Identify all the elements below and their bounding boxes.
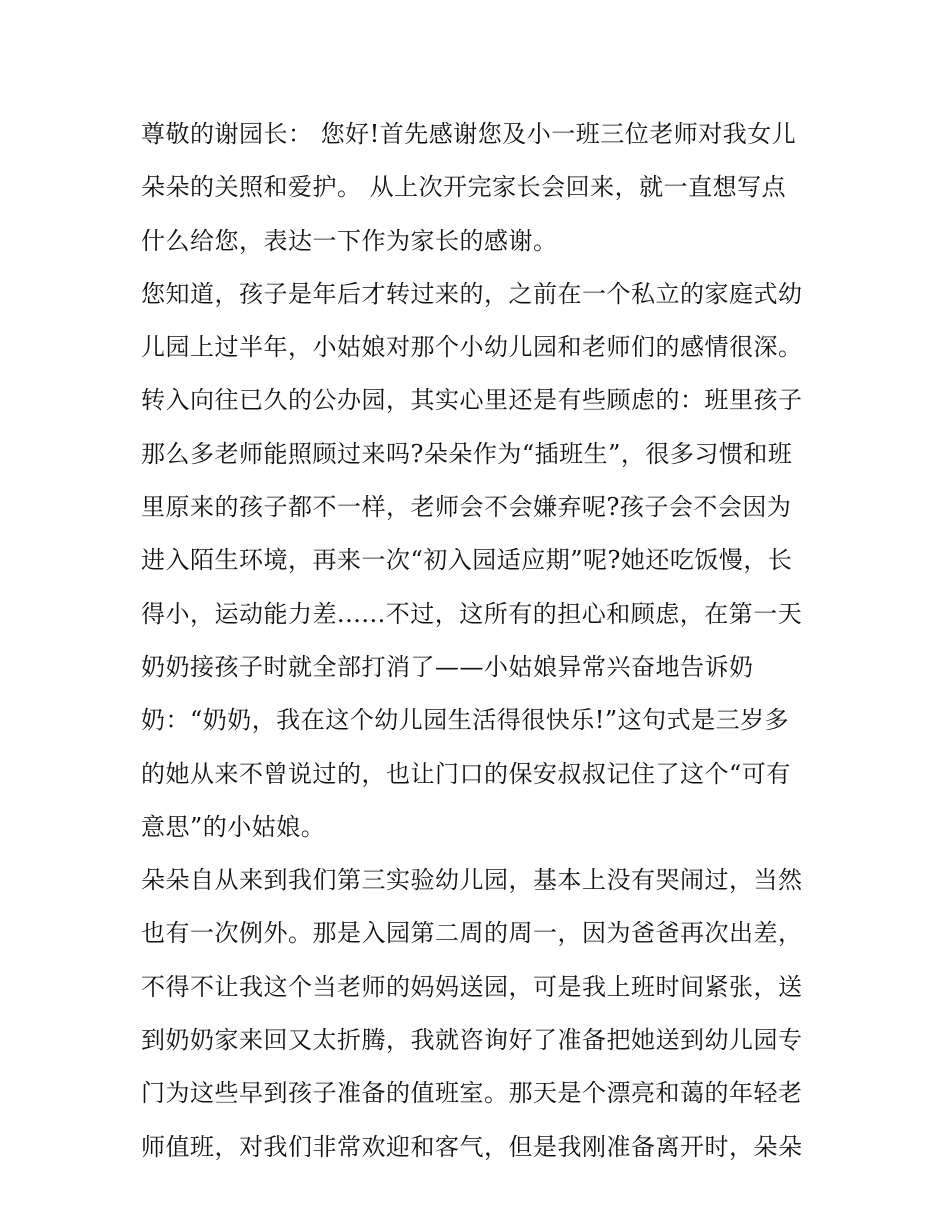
text-line: 到奶奶家来回又太折腾，我就咨询好了准备把她送到幼儿园专 xyxy=(141,1026,803,1055)
text-line: 进入陌生环境，再来一次“初入园适应期”呢?她还吃饭慢，长 xyxy=(141,546,793,575)
text-line: 奶奶接孩子时就全部打消了——小姑娘异常兴奋地告诉奶 xyxy=(141,652,754,681)
text-line: 朵朵自从来到我们第三实验幼儿园，基本上没有哭闹过，当然 xyxy=(141,866,803,895)
text-line: 里原来的孩子都不一样，老师会不会嫌弃呢?孩子会不会因为 xyxy=(141,493,792,522)
text-line: 也有一次例外。那是入园第二周的周一，因为爸爸再次出差， xyxy=(141,919,803,948)
text-line: 什么给您，表达一下作为家长的感谢。 xyxy=(141,226,558,255)
text-line: 朵朵的关照和爱护。 从上次开完家长会回来，就一直想写点 xyxy=(141,173,787,202)
text-line: 奶：“奶奶，我在这个幼儿园生活得很快乐!”这句式是三岁多 xyxy=(141,706,790,735)
text-line: 意思”的小姑娘。 xyxy=(141,812,326,841)
letter-body xyxy=(141,108,821,1174)
text-line: 师值班，对我们非常欢迎和客气，但是我刚准备离开时，朵朵 xyxy=(141,1132,803,1161)
text-line: 那么多老师能照顾过来吗?朵朵作为“插班生”，很多习惯和班 xyxy=(141,439,793,468)
text-line: 得小，运动能力差......不过，这所有的担心和顾虑，在第一天 xyxy=(141,599,803,628)
text-line: 不得不让我这个当老师的妈妈送园，可是我上班时间紧张，送 xyxy=(141,972,803,1001)
text-line: 转入向往已久的公办园，其实心里还是有些顾虑的：班里孩子 xyxy=(141,386,803,415)
text-line: 尊敬的谢园长： 您好!首先感谢您及小一班三位老师对我女儿 xyxy=(141,120,797,148)
text-line: 门为这些早到孩子准备的值班室。那天是个漂亮和蔼的年轻老 xyxy=(141,1079,803,1108)
text-line: 您知道，孩子是年后才转过来的，之前在一个私立的家庭式幼 xyxy=(141,279,803,308)
text-line: 儿园上过半年，小姑娘对那个小幼儿园和老师们的感情很深。 xyxy=(141,333,803,362)
text-line: 的她从来不曾说过的，也让门口的保安叔叔记住了这个“可有 xyxy=(141,759,791,788)
